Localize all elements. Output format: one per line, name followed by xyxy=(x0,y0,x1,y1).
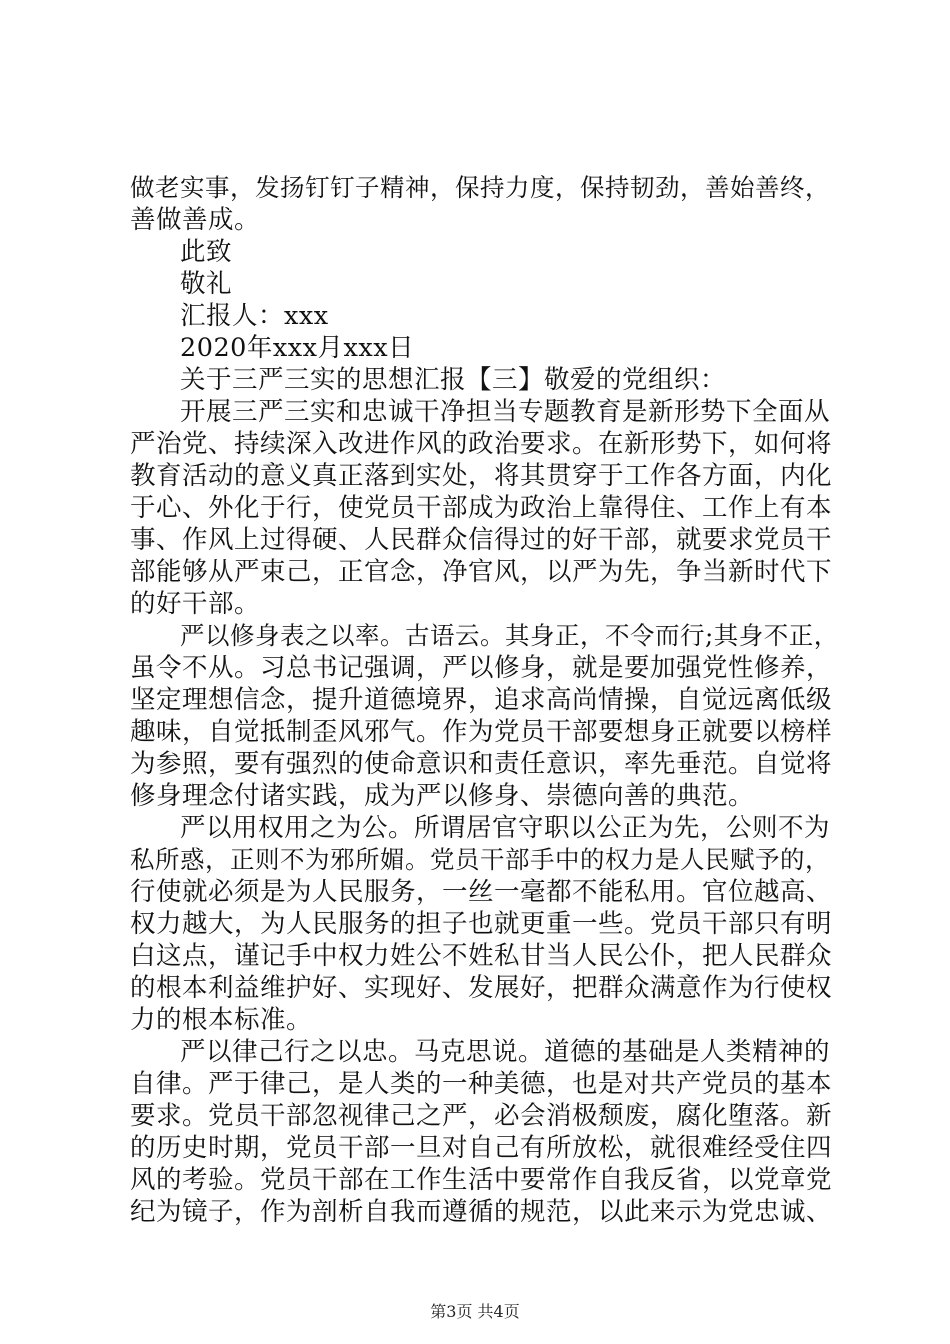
text-line: 行使就必须是为人民服务，一丝一毫都不能私用。官位越高、 xyxy=(130,877,833,907)
document-body xyxy=(130,172,842,1228)
text-line: 的好干部。 xyxy=(130,589,261,619)
text-line: 白这点，谨记手中权力姓公不姓私甘当人民公仆，把人民群众 xyxy=(130,941,833,971)
text-line: 2020年xxx月xxx日 xyxy=(180,333,415,363)
text-line: 汇报人：xxx xyxy=(180,301,329,331)
text-line: 的根本利益维护好、实现好、发展好，把群众满意作为行使权 xyxy=(130,973,833,1003)
text-line: 权力越大，为人民服务的担子也就更重一些。党员干部只有明 xyxy=(130,909,833,939)
text-line: 私所惑，正则不为邪所媚。党员干部手中的权力是人民赋予的， xyxy=(130,845,830,874)
text-line: 严以用权用之为公。所谓居官守职以公正为先，公则不为 xyxy=(180,813,831,843)
text-line: 为参照，要有强烈的使命意识和责任意识，率先垂范。自觉将 xyxy=(130,749,833,779)
text-line: 要求。党员干部忽视律己之严，必会消极颓废，腐化堕落。新 xyxy=(130,1101,833,1131)
text-line: 善做善成。 xyxy=(130,205,261,235)
text-line: 教育活动的意义真正落到实处，将其贯穿于工作各方面，内化 xyxy=(130,461,833,491)
text-line: 力的根本标准。 xyxy=(130,1005,313,1035)
text-line: 严以修身表之以率。古语云。其身正，不令而行;其身不正， xyxy=(180,621,839,650)
text-line: 纪为镜子，作为剖析自我而遵循的规范，以此来示为党忠诚、 xyxy=(130,1197,833,1227)
text-line: 部能够从严束己，正官念，净官风，以严为先，争当新时代下 xyxy=(130,557,833,587)
text-line: 此致 xyxy=(180,237,233,267)
text-line: 做老实事，发扬钉钉子精神，保持力度，保持韧劲，善始善终， xyxy=(130,173,830,202)
text-line: 坚定理想信念，提升道德境界，追求高尚情操，自觉远离低级 xyxy=(130,685,833,715)
text-line: 敬礼 xyxy=(180,269,233,299)
page-footer: 第3页 共4页 xyxy=(430,1302,520,1321)
text-line: 的历史时期，党员干部一旦对自己有所放松，就很难经受住四 xyxy=(130,1133,833,1163)
text-line: 修身理念付诸实践，成为严以修身、崇德向善的典范。 xyxy=(130,781,755,811)
text-line: 事、作风上过得硬、人民群众信得过的好干部，就要求党员干 xyxy=(130,525,833,555)
text-line: 严以律己行之以忠。马克思说。道德的基础是人类精神的 xyxy=(180,1037,831,1067)
text-line: 严治党、持续深入改进作风的政治要求。在新形势下，如何将 xyxy=(130,429,833,459)
text-line: 自律。严于律己，是人类的一种美德，也是对共产党员的基本 xyxy=(130,1069,833,1099)
text-line: 关于三严三实的思想汇报【三】敬爱的党组织： xyxy=(180,365,727,395)
text-line: 风的考验。党员干部在工作生活中要常作自我反省，以党章党 xyxy=(130,1165,833,1195)
text-line: 开展三严三实和忠诚干净担当专题教育是新形势下全面从 xyxy=(180,397,831,427)
text-line: 趣味，自觉抵制歪风邪气。作为党员干部要想身正就要以榜样 xyxy=(130,717,833,747)
text-line: 虽令不从。习总书记强调，严以修身，就是要加强党性修养， xyxy=(130,653,833,683)
text-line: 于心、外化于行，使党员干部成为政治上靠得住、工作上有本 xyxy=(130,493,833,523)
